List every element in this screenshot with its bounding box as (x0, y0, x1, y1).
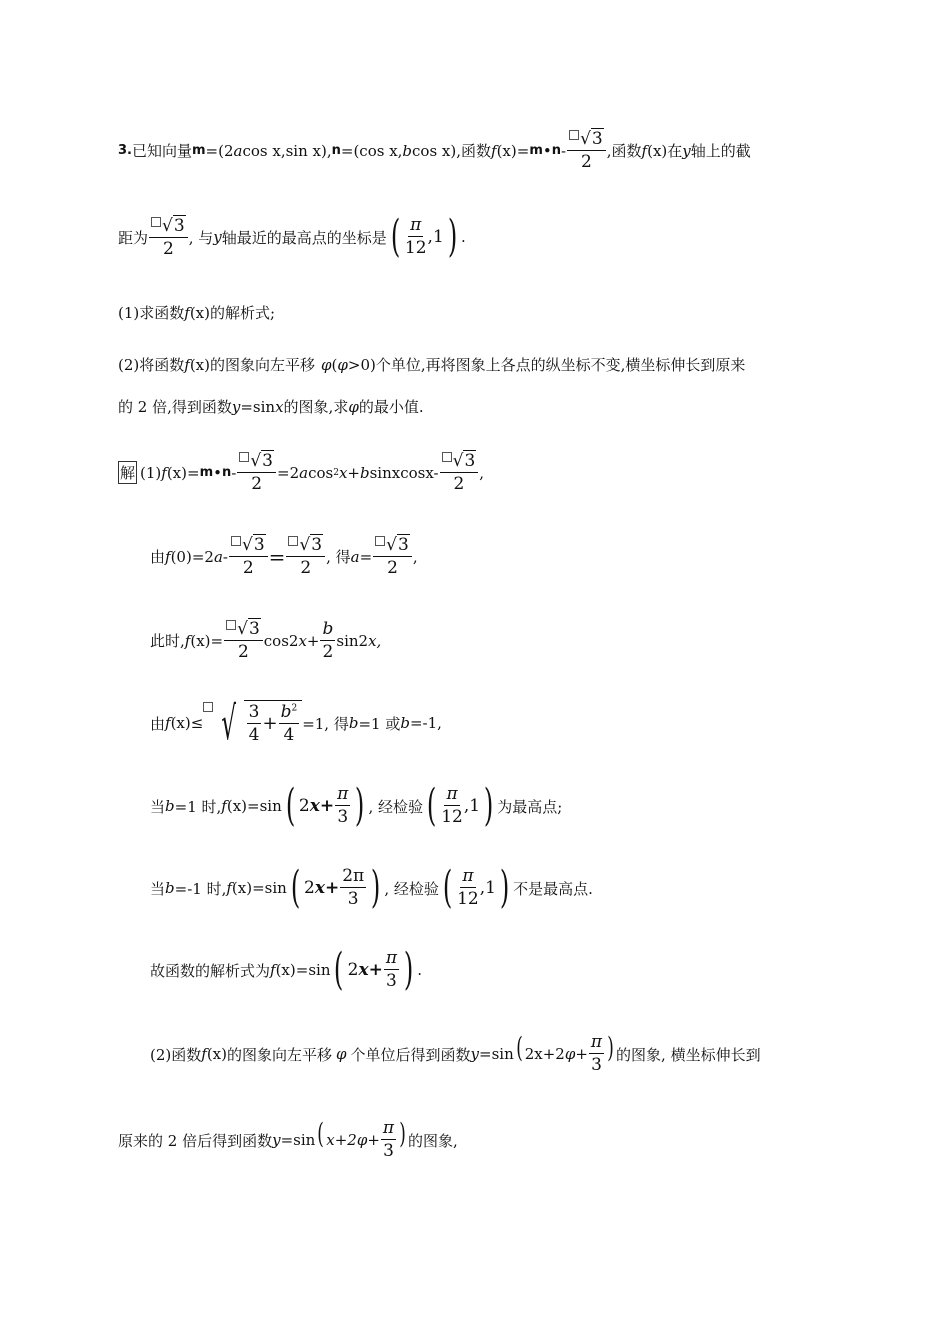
text: =sin (295, 961, 331, 979)
func-f: f (161, 463, 167, 482)
var-phi: φ (321, 355, 332, 374)
text: 轴上的截 (690, 142, 751, 160)
text: =2 (277, 463, 300, 482)
text: , 经检验 (384, 879, 439, 898)
func-f: f (184, 355, 190, 374)
solution-line-6: 当 b =-1 时, f (x) =sin ( 2 x+ $\frac{2\pi}{3}$ ) , 经检验 ( $\frac{\pi}{12}$ , 1 ) 不是最高点. (150, 862, 593, 913)
var-a: a (350, 547, 360, 566)
fraction: $\frac{√3}{2}$ (286, 536, 325, 577)
solution-line-7: 故函数的解析式为 f (x) =sin ( 2 x+ $\frac{\pi}{3}$ ) . (150, 944, 423, 995)
text: , 与 (188, 228, 214, 247)
func-f: f (184, 303, 190, 322)
text: 的图象,求 (283, 398, 349, 416)
text: cos2 (263, 631, 299, 650)
text: =1 时, (174, 797, 222, 816)
func-f: f (165, 547, 171, 566)
problem-line-2: 距为 $\frac{√3}{2}$ , 与 y 轴最近的最高点的坐标是 ( $\frac{\pi}{12}$ , 1 ) . (118, 211, 466, 262)
text: 此时, (150, 632, 185, 650)
var-a: a (233, 141, 243, 160)
question-1 (118, 302, 275, 323)
text: , 经检验 (368, 797, 424, 816)
fraction: $\frac{\pi}{12}$ (404, 215, 427, 258)
func-f: f (184, 631, 191, 650)
text: (x) (189, 303, 210, 322)
var-phi: φ (336, 1045, 347, 1063)
func-f: f (201, 1045, 207, 1063)
vector-m: m (199, 465, 214, 480)
text: =(cos x, (340, 141, 403, 160)
text: (0)=2 (170, 547, 214, 566)
text: 的解析式; (209, 304, 276, 322)
var-b: b (402, 141, 413, 160)
vector-n: n (221, 465, 232, 480)
text: 的 2 倍,得到函数 (118, 398, 232, 416)
var-a: a (213, 547, 223, 566)
text: (x) (496, 141, 517, 160)
question-2-line-2: 的 2 倍,得到函数 y =sin x 的图象,求 φ 的最小值. (118, 397, 424, 416)
text: 的图象, (408, 1131, 458, 1150)
text: =(2 (205, 141, 234, 160)
text: , 得 (326, 548, 351, 566)
text: =1 或 (358, 714, 401, 733)
text: cos x),函数 (412, 142, 492, 160)
text: 当 (150, 797, 166, 816)
text: - (561, 141, 567, 160)
text: =sin (280, 1131, 316, 1149)
var-phi: φ (348, 397, 359, 416)
text: = (187, 463, 200, 482)
func-f: f (641, 141, 648, 160)
var-phi: φ (337, 355, 348, 374)
vector-n: n (551, 143, 561, 158)
text: = (359, 547, 373, 566)
text: 为最高点; (497, 797, 563, 816)
var-a: a (299, 463, 309, 482)
text: ( (331, 355, 338, 374)
text: sin2 (336, 631, 369, 650)
text: (1)求函数 (118, 304, 185, 322)
solution-line-5: 当 b =1 时, f (x) =sin ( 2 x+ $\frac{\pi}{3}$ ) , 经检验 ( $\frac{\pi}{12}$ , 1 ) 为最高点; (150, 780, 563, 831)
fraction: $\frac{√3}{2}$ (440, 452, 479, 493)
text: x, (368, 631, 382, 650)
text: = (210, 631, 224, 650)
func-f: f (491, 141, 497, 160)
sqrt-expression: √ $\frac{3}{4}$ + $\frac{b^2}{4}$ (203, 700, 302, 746)
solution-line-4 (150, 696, 442, 750)
text: (x) (275, 961, 296, 979)
solution-line-2: 由 f (0)=2 a - $\frac{√3}{2}$ = $\frac{√3}{2}$ , 得 a = $\frac{√3}{2}$ , (150, 535, 418, 578)
text: cos x,sin x), (242, 141, 332, 160)
text: 由 (150, 714, 166, 733)
text: =-1 时, (174, 879, 227, 898)
text: , (479, 463, 485, 482)
text: 的图象向左平移 (226, 1045, 332, 1064)
text: - (222, 547, 228, 566)
solution-line-1: 解 (1) f (x) = m • n - $\frac{√3}{2}$ =2 a cos 2 x+ b sinxcosx- $\frac{√3}{2}$ , (120, 451, 485, 494)
text: =1, 得 (302, 714, 349, 733)
paren: ) (447, 211, 458, 262)
text: 距为 (118, 228, 149, 247)
text: (x) (190, 631, 211, 650)
text: =sin (252, 879, 287, 897)
text: 不是最高点. (513, 879, 593, 898)
var-b: b (165, 797, 175, 815)
text: (x) (166, 463, 187, 482)
text: 轴最近的最高点的坐标是 (221, 228, 387, 247)
text: sinxcosx- (369, 463, 439, 482)
fraction: $\frac{b}{2}$ (322, 618, 334, 662)
text: + (367, 1131, 380, 1149)
problem-number: 3. (118, 143, 132, 158)
text: (x) (231, 879, 253, 897)
var-y: y (213, 228, 222, 246)
fraction: $\frac{√3}{2}$ (567, 130, 606, 171)
question-2-line-1 (118, 354, 745, 375)
solution-line-8: (2)函数 f (x) 的图象向左平移 φ 个单位后得到函数 y =sin ( 2x+2 φ + $\frac{\pi}{3}$ ) 的图象, 横坐标伸长到 (150, 1031, 761, 1075)
var-phi: φ (564, 1045, 576, 1063)
text: 的图象向左平移 (209, 356, 315, 374)
fraction: $\frac{√3}{2}$ (229, 536, 268, 577)
problem-line-1 (118, 130, 751, 171)
var-b: b (359, 463, 370, 482)
solution-line-9: 原来的 2 倍后得到函数 y =sin ( x+2 φ + $\frac{\pi}{3}$ ) 的图象, (118, 1117, 458, 1161)
text: x+2 (326, 1131, 357, 1149)
vector-m: m (192, 143, 206, 158)
fraction: $\frac{√3}{2}$ (373, 536, 412, 577)
text: 原来的 2 倍后得到函数 (118, 1131, 273, 1150)
text: (x) (189, 355, 210, 374)
text: (x) (170, 714, 191, 732)
text: + (575, 1045, 588, 1063)
text: =-1, (409, 714, 442, 732)
text: (2)函数 (150, 1045, 202, 1064)
text: (2)将函数 (118, 356, 185, 374)
text: 2x+2 (524, 1045, 565, 1063)
text: 已知向量 (131, 142, 192, 160)
solution-line-3 (150, 620, 381, 661)
var-b: b (348, 714, 359, 732)
text: ,函数 (606, 142, 642, 160)
func-f: f (221, 797, 227, 815)
paren: ( (390, 211, 401, 262)
text: =sin (479, 1045, 514, 1063)
text: =sin (240, 397, 276, 416)
func-f: f (270, 961, 276, 979)
text: = (268, 544, 286, 569)
text: 的最小值. (358, 398, 424, 416)
var-y: y (682, 141, 691, 160)
text: 1 (432, 227, 444, 247)
text: cos (308, 463, 334, 482)
var-b: b (165, 879, 175, 897)
var-b: b (400, 714, 410, 732)
text: 个单位后得到函数 (350, 1045, 471, 1064)
text: = (516, 141, 530, 160)
vector-n: n (331, 143, 341, 158)
var-y: y (231, 397, 241, 416)
text: 当 (150, 879, 166, 898)
var-phi: φ (356, 1131, 368, 1149)
var-y: y (272, 1131, 281, 1149)
text: 在 (667, 142, 683, 160)
text: ≤ (190, 714, 204, 732)
text: 的图象, 横坐标伸长到 (616, 1045, 761, 1064)
text: (1) (140, 463, 162, 482)
fraction: $\frac{√3}{2}$ (149, 217, 188, 258)
dot: • (542, 141, 552, 160)
var-y: y (470, 1045, 480, 1063)
dot: • (213, 463, 222, 482)
text: x+ (298, 631, 320, 650)
fraction: $\frac{√3}{2}$ (224, 620, 263, 661)
fraction: $\frac{√3}{2}$ (237, 452, 276, 493)
text: . (460, 228, 466, 246)
func-f: f (165, 714, 171, 732)
solution-tag: 解 (118, 461, 137, 484)
text: >0)个单位,再将图象上各点的纵坐标不变,横坐标伸长到原来 (347, 356, 746, 374)
text: =sin (247, 797, 282, 815)
text: (x) (206, 1045, 227, 1063)
text: - (231, 463, 237, 482)
func-f: f (226, 879, 232, 897)
text: (x) (647, 141, 668, 160)
text: (x) (226, 797, 248, 815)
text: x+ (338, 463, 360, 482)
text: 由 (150, 548, 166, 566)
text: 故函数的解析式为 (150, 961, 271, 980)
vector-m: m (529, 143, 543, 158)
